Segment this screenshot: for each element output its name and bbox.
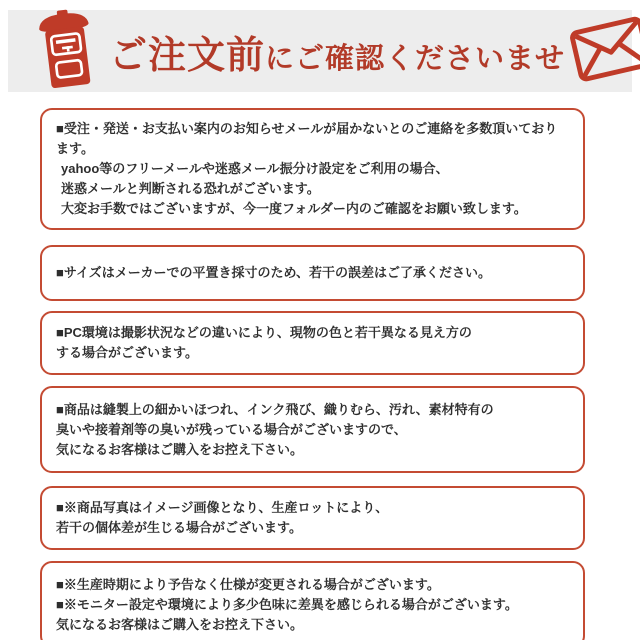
notice-box-quality (40, 386, 585, 473)
notice-line: yahoo等のフリーメールや迷惑メール振分け設定をご利用の場合、 (61, 161, 449, 176)
notice-box-spec (40, 561, 585, 640)
header-band (8, 10, 632, 92)
notice-line: ■商品は縫製上の細かいほつれ、インク飛び、織りむら、汚れ、素材特有の (56, 401, 494, 417)
notice-line: 迷惑メールと判断される恐れがございます。 (61, 181, 320, 196)
envelope-icon (567, 14, 640, 89)
notice-box-size (40, 245, 585, 301)
title-emphasis: ご注文前 (109, 34, 266, 77)
notice-line: 大変お手数ではございますが、今一度フォルダー内のご確認をお願い致します。 (61, 201, 527, 216)
notice-line: ■PC環境は撮影状況などの違いにより、現物の色と若干異なる見え方の (56, 325, 472, 340)
postbox-icon (30, 3, 104, 99)
notice-line: 臭いや接着剤等の臭いが残っている場合がございますので、 (56, 421, 407, 437)
notice-box-mail (40, 108, 585, 230)
page-title (109, 24, 565, 79)
notice-line: 若干の個体差が生じる場合がございます。 (56, 520, 302, 535)
notices-list (40, 108, 585, 640)
notice-line: する場合がございます。 (56, 345, 198, 360)
notice-line: 気になるお客様はご購入をお控え下さい。 (56, 616, 304, 632)
notice-box-photo (40, 486, 585, 550)
notice-box-color (40, 311, 585, 375)
notice-line: ■受注・発送・お支払い案内のお知らせメールが届かないとのご連絡を多数頂いております。 (56, 121, 558, 156)
notice-line: ■※生産時期により予告なく仕様が変更される場合がございます。 (56, 576, 440, 592)
notice-line: 気になるお客様はご購入をお控え下さい。 (56, 441, 304, 457)
notice-line: ■サイズはメーカーでの平置き採寸のため、若干の誤差はご了承ください。 (56, 265, 492, 280)
notice-line: ■※商品写真はイメージ画像となり、生産ロットにより、 (56, 500, 389, 515)
notice-line: ■※モニター設定や環境により多少色味に差異を感じられる場合がございます。 (56, 596, 518, 612)
title-rest: にご確認くださいませ (265, 42, 566, 75)
